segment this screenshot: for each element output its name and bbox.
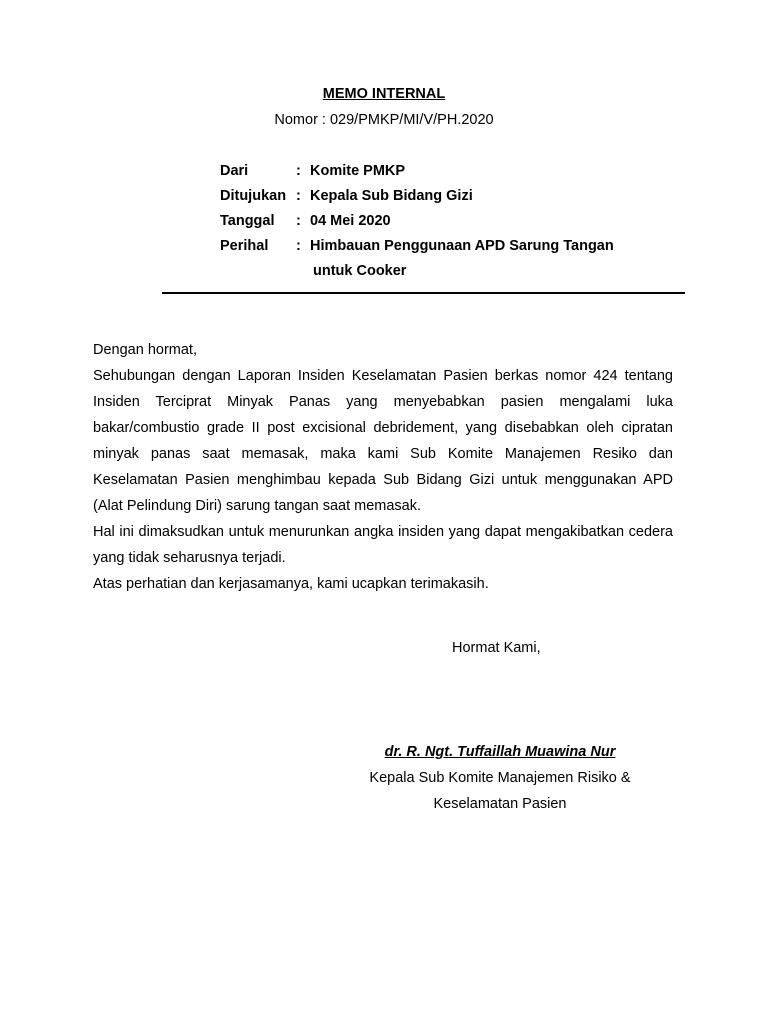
field-label-tanggal: Tanggal (220, 213, 275, 229)
field-label-dari: Dari (220, 163, 249, 179)
signer-title-line-2: Keselamatan Pasien (433, 796, 567, 812)
field-label-ditujukan: Ditujukan (220, 188, 287, 204)
field-label-perihal: Perihal (220, 238, 269, 254)
signature-block (340, 739, 660, 817)
field-value-ditujukan: Kepala Sub Bidang Gizi (310, 188, 473, 204)
field-value-perihal-continued: untuk Cooker (313, 263, 407, 279)
field-colon: : (296, 238, 301, 254)
field-colon: : (296, 163, 301, 179)
memo-number: Nomor : 029/PMKP/MI/V/PH.2020 (274, 112, 494, 128)
field-colon: : (296, 188, 301, 204)
field-value-dari: Komite PMKP (310, 163, 406, 179)
field-value-tanggal: 04 Mei 2020 (310, 213, 391, 229)
signer-name: dr. R. Ngt. Tuffaillah Muawina Nur (384, 744, 616, 760)
salutation: Dengan hormat, (93, 342, 197, 358)
memo-body (93, 337, 673, 597)
body-paragraph-2: Hal ini dimaksudkan untuk menurunkan angka insiden yang dapat mengakibatkan cedera yang tidak seharusnya terjadi. (93, 524, 673, 566)
signer-title-line-1: Kepala Sub Komite Manajemen Risiko & (369, 770, 631, 786)
header-divider (162, 292, 685, 294)
field-value-perihal: Himbauan Penggunaan APD Sarung Tangan (310, 238, 614, 254)
closing-greeting: Hormat Kami, (452, 640, 541, 656)
field-colon: : (296, 213, 301, 229)
body-paragraph-3: Atas perhatian dan kerjasamanya, kami ucapkan terimakasih. (93, 576, 489, 592)
memo-title: MEMO INTERNAL (322, 86, 446, 102)
body-paragraph-1: Sehubungan dengan Laporan Insiden Keselamatan Pasien berkas nomor 424 tentang Insiden Terciprat Minyak Panas yang menyebabkan pasien mengalami luka bakar/combustio grade II post excisional debridement, yang disebabkan oleh cipratan minyak panas saat memasak, maka kami Sub Komite Manajemen Resiko dan Keselamatan Pasien menghimbau kepada Sub Bidang Gizi untuk menggunakan APD (Alat Pelindung Diri) sarung tangan saat memasak. (93, 368, 673, 514)
